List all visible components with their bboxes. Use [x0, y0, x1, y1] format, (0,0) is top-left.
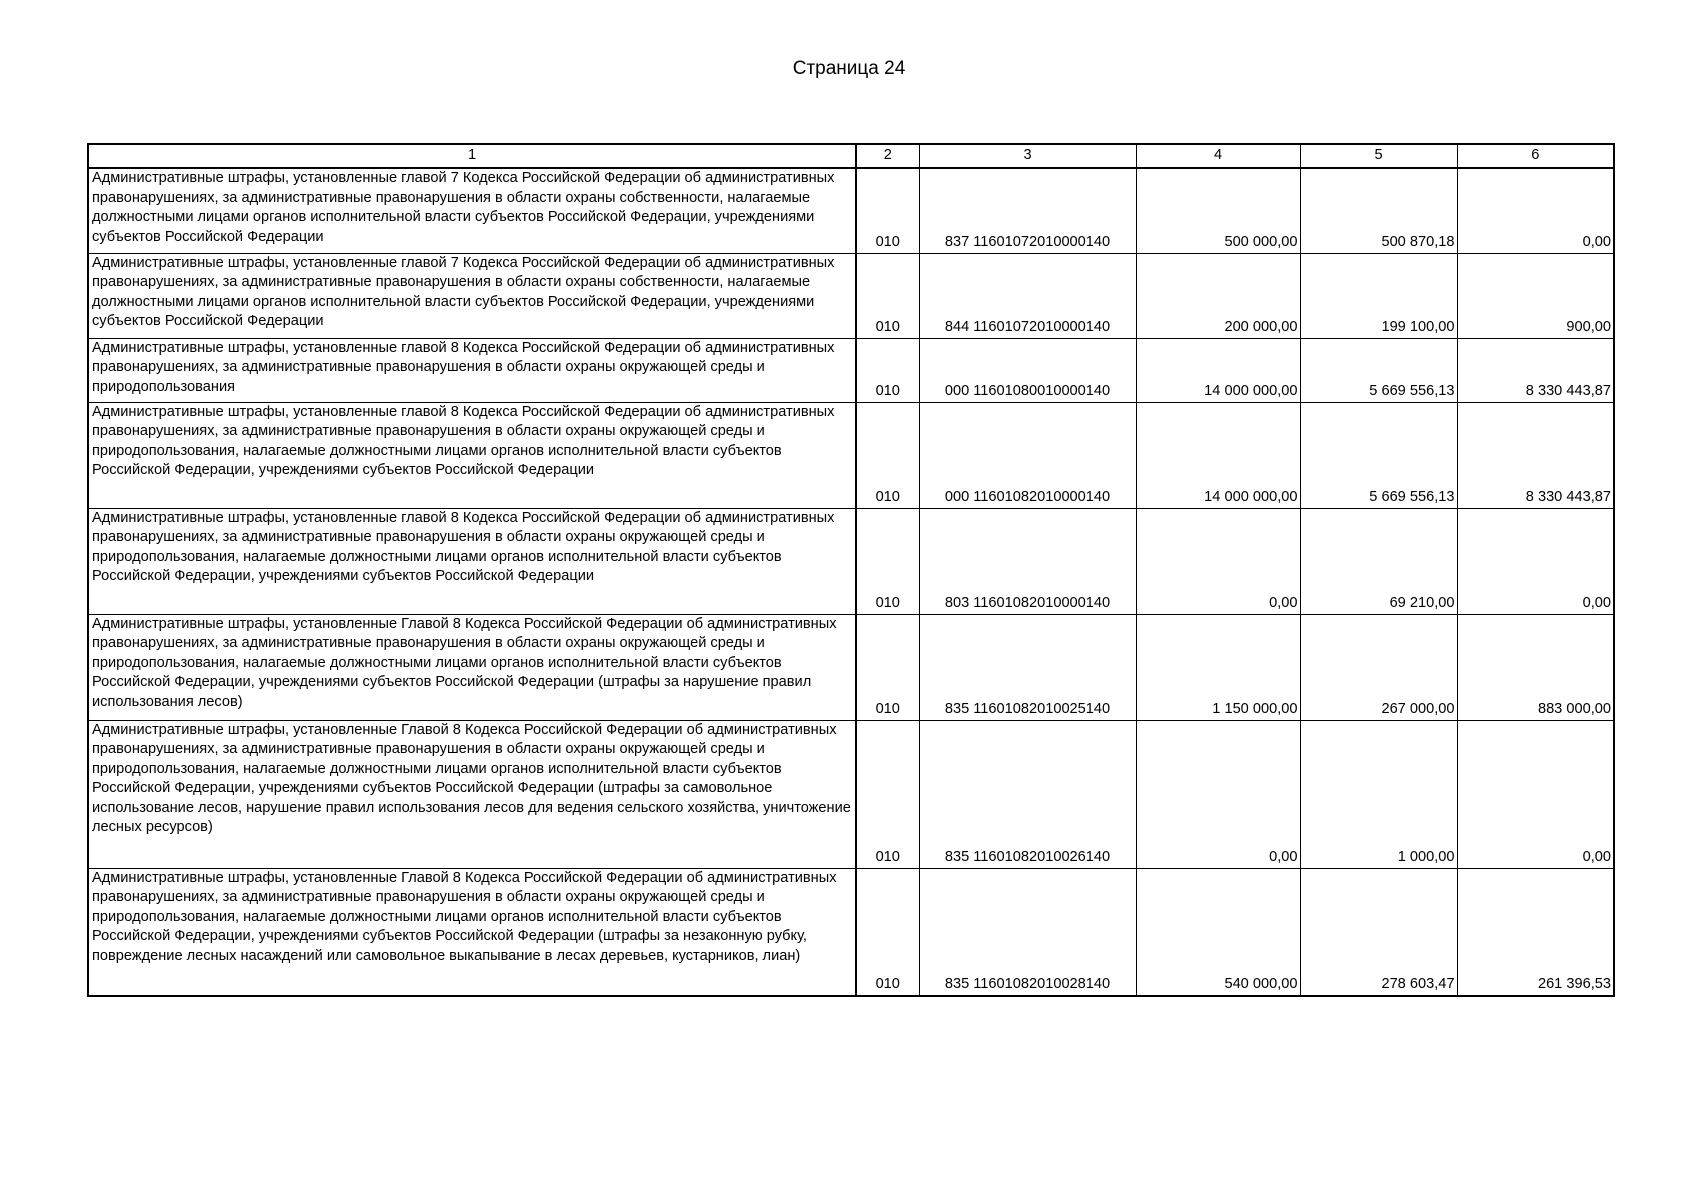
row-description: Административные штрафы, установленные главой 8 Кодекса Российской Федерации об административных правонарушениях, за административные правонарушения в области охраны окружающей среды и природопользования, налагаемые должностными лицами органов исполнительной власти субъектов Российской Федерации, учреждениями субъектов Российской Федерации	[88, 508, 856, 614]
row-col5-value: 1 000,00	[1300, 720, 1457, 868]
row-budget-code: 803 11601082010000140	[919, 508, 1136, 614]
row-col6-value: 8 330 443,87	[1457, 338, 1614, 402]
row-description: Административные штрафы, установленные Главой 8 Кодекса Российской Федерации об административных правонарушениях, за административные правонарушения в области охраны окружающей среды и природопользования, налагаемые должностными лицами органов исполнительной власти субъектов Российской Федерации, учреждениями субъектов Российской Федерации (штрафы за нарушение правил использования лесов)	[88, 614, 856, 720]
report-table	[87, 143, 1615, 997]
row-col5-value: 267 000,00	[1300, 614, 1457, 720]
row-description: Административные штрафы, установленные главой 7 Кодекса Российской Федерации об административных правонарушениях, за административные правонарушения в области охраны собственности, налагаемые должностными лицами органов исполнительной власти субъектов Российской Федерации, учреждениями субъектов Российской Федерации	[88, 253, 856, 338]
table-row	[88, 508, 1614, 614]
row-budget-code: 835 11601082010028140	[919, 868, 1136, 996]
row-line-code: 010	[856, 614, 919, 720]
column-header-6: 6	[1457, 144, 1614, 168]
row-col5-value: 278 603,47	[1300, 868, 1457, 996]
column-header-5: 5	[1300, 144, 1457, 168]
header-row	[88, 144, 1614, 168]
row-col6-value: 883 000,00	[1457, 614, 1614, 720]
row-description: Административные штрафы, установленные главой 8 Кодекса Российской Федерации об административных правонарушениях, за административные правонарушения в области охраны окружающей среды и природопользования, налагаемые должностными лицами органов исполнительной власти субъектов Российской Федерации, учреждениями субъектов Российской Федерации	[88, 402, 856, 508]
row-budget-code: 000 11601082010000140	[919, 402, 1136, 508]
table-row	[88, 253, 1614, 338]
row-description: Административные штрафы, установленные Главой 8 Кодекса Российской Федерации об административных правонарушениях, за административные правонарушения в области охраны окружающей среды и природопользования, налагаемые должностными лицами органов исполнительной власти субъектов Российской Федерации, учреждениями субъектов Российской Федерации (штрафы за незаконную рубку, повреждение лесных насаждений или самовольное выкапывание в лесах деревьев, кустарников, лиан)	[88, 868, 856, 996]
row-description: Административные штрафы, установленные Главой 8 Кодекса Российской Федерации об административных правонарушениях, за административные правонарушения в области охраны окружающей среды и природопользования, налагаемые должностными лицами органов исполнительной власти субъектов Российской Федерации, учреждениями субъектов Российской Федерации (штрафы за самовольное использование лесов, нарушение правил использования лесов для ведения сельского хозяйства, уничтожение лесных ресурсов)	[88, 720, 856, 868]
row-col6-value: 0,00	[1457, 720, 1614, 868]
table-row	[88, 402, 1614, 508]
row-description: Административные штрафы, установленные главой 8 Кодекса Российской Федерации об административных правонарушениях, за административные правонарушения в области охраны окружающей среды и природопользования	[88, 338, 856, 402]
table-row	[88, 338, 1614, 402]
row-description: Административные штрафы, установленные главой 7 Кодекса Российской Федерации об административных правонарушениях, за административные правонарушения в области охраны собственности, налагаемые должностными лицами органов исполнительной власти субъектов Российской Федерации, учреждениями субъектов Российской Федерации	[88, 168, 856, 253]
row-col5-value: 5 669 556,13	[1300, 338, 1457, 402]
row-col5-value: 199 100,00	[1300, 253, 1457, 338]
table-row	[88, 614, 1614, 720]
row-budget-code: 000 11601080010000140	[919, 338, 1136, 402]
row-col6-value: 8 330 443,87	[1457, 402, 1614, 508]
table-row	[88, 168, 1614, 253]
column-header-3: 3	[919, 144, 1136, 168]
page-title: Страница 24	[792, 58, 906, 79]
row-line-code: 010	[856, 253, 919, 338]
row-col6-value: 261 396,53	[1457, 868, 1614, 996]
row-col4-value: 500 000,00	[1136, 168, 1300, 253]
row-col5-value: 5 669 556,13	[1300, 402, 1457, 508]
row-line-code: 010	[856, 508, 919, 614]
row-line-code: 010	[856, 868, 919, 996]
column-header-1: 1	[88, 144, 856, 168]
row-budget-code: 837 11601072010000140	[919, 168, 1136, 253]
row-col6-value: 0,00	[1457, 168, 1614, 253]
row-col5-value: 500 870,18	[1300, 168, 1457, 253]
table-row	[88, 720, 1614, 868]
row-line-code: 010	[856, 338, 919, 402]
row-col5-value: 69 210,00	[1300, 508, 1457, 614]
row-col4-value: 540 000,00	[1136, 868, 1300, 996]
row-col4-value: 0,00	[1136, 720, 1300, 868]
row-col4-value: 0,00	[1136, 508, 1300, 614]
row-line-code: 010	[856, 402, 919, 508]
row-col6-value: 900,00	[1457, 253, 1614, 338]
row-col4-value: 1 150 000,00	[1136, 614, 1300, 720]
column-header-2: 2	[856, 144, 919, 168]
row-budget-code: 844 11601072010000140	[919, 253, 1136, 338]
column-header-4: 4	[1136, 144, 1300, 168]
row-line-code: 010	[856, 720, 919, 868]
row-col4-value: 14 000 000,00	[1136, 338, 1300, 402]
row-budget-code: 835 11601082010025140	[919, 614, 1136, 720]
row-line-code: 010	[856, 168, 919, 253]
table-row	[88, 868, 1614, 996]
row-col4-value: 200 000,00	[1136, 253, 1300, 338]
row-col6-value: 0,00	[1457, 508, 1614, 614]
row-budget-code: 835 11601082010026140	[919, 720, 1136, 868]
row-col4-value: 14 000 000,00	[1136, 402, 1300, 508]
